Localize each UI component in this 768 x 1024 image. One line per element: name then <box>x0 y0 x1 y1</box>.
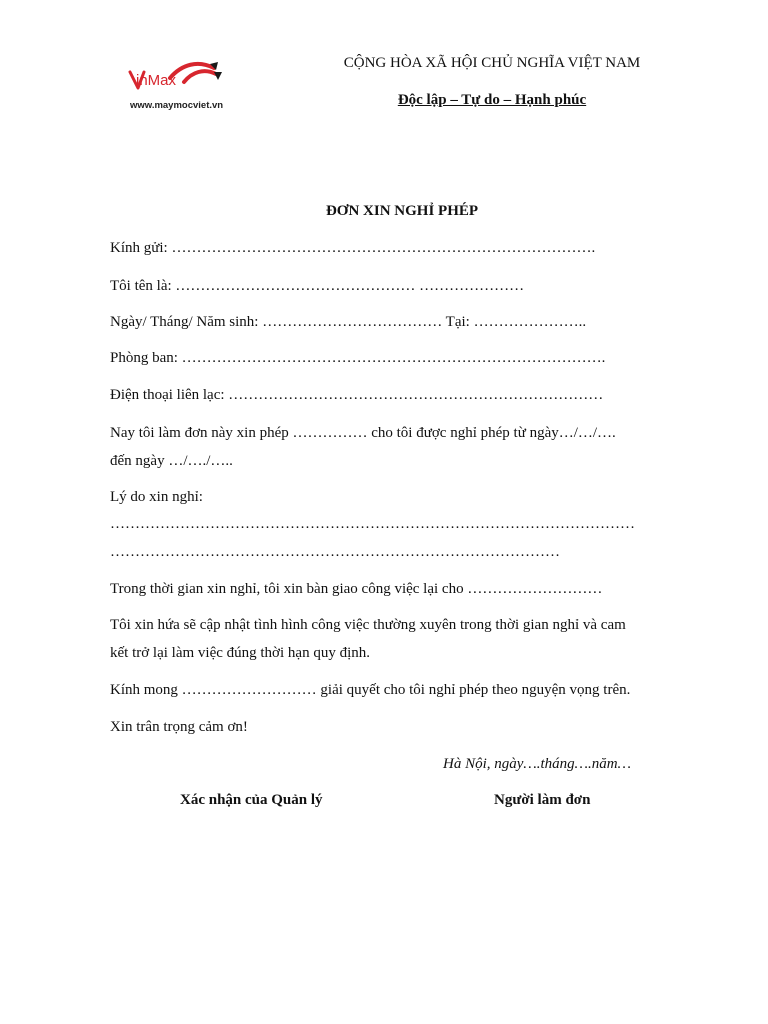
promise-line-2: kết trở lại làm việc đúng thời hạn quy định. <box>110 645 370 661</box>
company-logo <box>126 58 236 118</box>
request-approval-line: Kính mong ……………………… giải quyết cho tôi nghỉ phép theo nguyện vọng trên. <box>110 682 631 698</box>
reason-dots-2: ……………………………………………………………………………… <box>110 544 560 560</box>
manager-signature-label: Xác nhận của Quản lý <box>180 792 323 808</box>
handover-line: Trong thời gian xin nghỉ, tôi xin bàn giao công việc lại cho ……………………… <box>110 581 603 597</box>
logo-url: www.maymocviet.vn <box>130 100 224 111</box>
promise-line-1: Tôi xin hứa sẽ cập nhật tình hình công việc thường xuyên trong thời gian nghỉ và cam <box>110 617 626 633</box>
reason-label: Lý do xin nghỉ: <box>110 489 203 505</box>
place-date-line: Hà Nội, ngày….tháng….năm… <box>443 756 631 772</box>
request-line-1: Nay tôi làm đơn này xin phép …………… cho tôi được nghỉ phép từ ngày…/…/…. <box>110 425 616 441</box>
reason-dots-1: …………………………………………………………………………………………… <box>110 516 635 532</box>
phone-line: Điện thoại liên lạc: ………………………………………………………………… <box>110 387 604 403</box>
department-line: Phòng ban: …………………………………………………………………………. <box>110 350 606 366</box>
document-title: ĐƠN XIN NGHỈ PHÉP <box>325 203 479 219</box>
nation-title: CỘNG HÒA XÃ HỘI CHỦ NGHĨA VIỆT NAM <box>343 55 641 71</box>
recipient-line: Kính gửi: …………………………………………………………………………. <box>110 240 596 256</box>
logo-brand-text: inMax <box>136 72 177 89</box>
thanks-line: Xin trân trọng cảm ơn! <box>110 719 248 735</box>
name-line: Tôi tên là: ………………………………………… ………………… <box>110 278 525 294</box>
nation-motto: Độc lập – Tự do – Hạnh phúc <box>397 92 587 108</box>
applicant-signature-label: Người làm đơn <box>494 792 591 808</box>
birth-date-line: Ngày/ Tháng/ Năm sinh: ……………………………… Tại: ………………….. <box>110 314 587 330</box>
request-line-2: đến ngày …/…./….. <box>110 453 233 469</box>
